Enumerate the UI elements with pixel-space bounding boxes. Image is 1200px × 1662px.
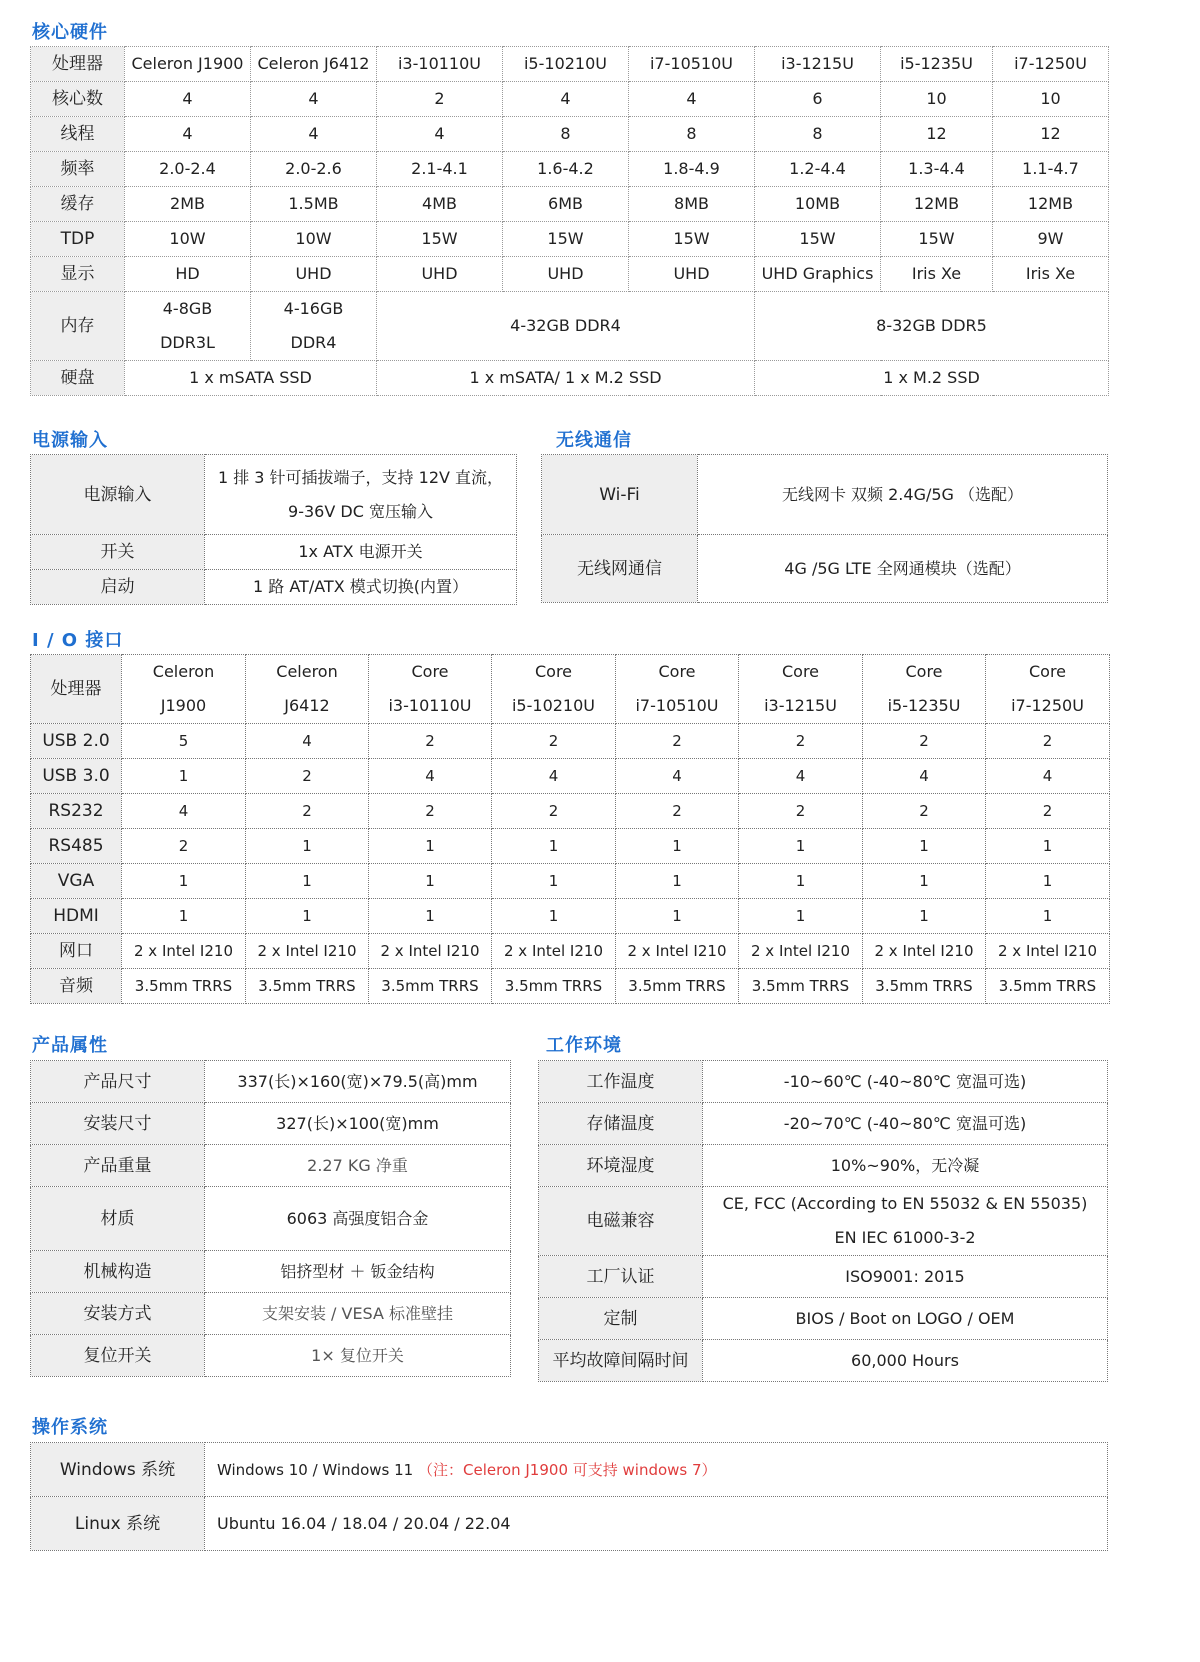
io-value-cell: 1 <box>863 829 986 864</box>
io-processor-family: Core <box>781 662 820 681</box>
product-label: 安装方式 <box>31 1293 205 1335</box>
io-value-cell: 2 x Intel I210 <box>863 934 986 969</box>
power-switch-label: 开关 <box>31 535 205 570</box>
io-processor-family: Celeron <box>152 662 215 681</box>
env-value: BIOS / Boot on LOGO / OEM <box>703 1298 1108 1340</box>
io-processor-cell <box>863 655 986 724</box>
environment-table <box>538 1060 1108 1382</box>
io-value-cell: 2 <box>739 724 863 759</box>
io-value-cell: 1 <box>246 864 369 899</box>
power-table <box>30 454 517 605</box>
io-processor-model: i7-1250U <box>1011 696 1084 715</box>
io-row-label: USB 2.0 <box>31 724 122 759</box>
core-value-cell: 4 <box>251 82 377 117</box>
core-value-cell: 9W <box>993 222 1109 257</box>
io-processor-family: Core <box>534 662 573 681</box>
env-value: ISO9001: 2015 <box>703 1256 1108 1298</box>
io-value-cell: 1 <box>492 829 616 864</box>
env-value: -10~60℃ (-40~80℃ 宽温可选) <box>703 1061 1108 1103</box>
core-value-cell: 4 <box>629 82 755 117</box>
core-value-cell: 10 <box>881 82 993 117</box>
io-value-cell: 2 <box>369 794 492 829</box>
core-processor-cell: i3-1215U <box>755 47 881 82</box>
product-label: 机械构造 <box>31 1251 205 1293</box>
core-processor-cell: Celeron J1900 <box>125 47 251 82</box>
io-processor-family: Celeron <box>276 662 338 681</box>
io-value-cell: 4 <box>122 794 246 829</box>
io-processor-model: J1900 <box>160 696 207 715</box>
io-processor-cell <box>369 655 492 724</box>
core-row-label: TDP <box>31 222 125 257</box>
core-value-cell: UHD <box>377 257 503 292</box>
io-row-label: VGA <box>31 864 122 899</box>
core-value-cell: UHD <box>503 257 629 292</box>
power-switch-value: 1x ATX 电源开关 <box>205 535 517 570</box>
env-value: -20~70℃ (-40~80℃ 宽温可选) <box>703 1103 1108 1145</box>
product-label: 安装尺寸 <box>31 1103 205 1145</box>
io-processor-family: Core <box>658 662 696 681</box>
io-value-cell: 1 <box>616 899 739 934</box>
product-value: 1× 复位开关 <box>205 1335 511 1377</box>
io-processor-model: i3-10110U <box>388 696 472 715</box>
core-processor-cell: Celeron J6412 <box>251 47 377 82</box>
product-label: 材质 <box>31 1187 205 1251</box>
io-value-cell: 2 x Intel I210 <box>616 934 739 969</box>
core-value-cell: 15W <box>755 222 881 257</box>
io-value-cell: 2 <box>739 794 863 829</box>
io-value-cell: 2 x Intel I210 <box>122 934 246 969</box>
wifi-label: Wi-Fi <box>542 455 698 535</box>
io-value-cell: 2 x Intel I210 <box>739 934 863 969</box>
os-windows-note: （注：Celeron J1900 可支持 windows 7） <box>418 1460 717 1479</box>
core-value-cell: UHD Graphics <box>755 257 881 292</box>
io-processor-cell <box>986 655 1110 724</box>
core-value-cell: 8 <box>629 117 755 152</box>
core-value-cell: 4 <box>503 82 629 117</box>
core-value-cell: 12 <box>881 117 993 152</box>
memory-j1900-size: 4-8GB <box>162 299 213 318</box>
os-windows-value <box>205 1443 1108 1497</box>
io-processor-family: Core <box>905 662 943 681</box>
io-value-cell: 1 <box>369 829 492 864</box>
io-value-cell: 1 <box>122 759 246 794</box>
core-processor-label: 处理器 <box>31 47 125 82</box>
io-value-cell: 2 <box>986 794 1110 829</box>
io-row-label: USB 3.0 <box>31 759 122 794</box>
core-value-cell: 4 <box>251 117 377 152</box>
cellular-label: 无线网通信 <box>542 535 698 603</box>
io-value-cell: 2 <box>863 794 986 829</box>
core-storage-label: 硬盘 <box>31 361 125 396</box>
io-processor-cell <box>492 655 616 724</box>
memory-gen10: 4-32GB DDR4 <box>377 292 755 361</box>
io-value-cell: 1 <box>246 829 369 864</box>
io-processor-model: i5-10210U <box>511 696 595 715</box>
power-input-line2: 9-36V DC 宽压输入 <box>288 501 433 521</box>
core-value-cell: 12MB <box>881 187 993 222</box>
core-value-cell: 2MB <box>125 187 251 222</box>
core-value-cell: 2 <box>377 82 503 117</box>
env-label: 环境湿度 <box>539 1145 703 1187</box>
io-value-cell: 2 <box>122 829 246 864</box>
core-value-cell: 1.2-4.4 <box>755 152 881 187</box>
env-value-line1: CE, FCC (According to EN 55032 & EN 55035) <box>722 1194 1088 1213</box>
core-value-cell: 12 <box>993 117 1109 152</box>
memory-j1900-type: DDR3L <box>160 333 215 352</box>
io-row-label: HDMI <box>31 899 122 934</box>
core-value-cell: UHD <box>629 257 755 292</box>
io-value-cell: 2 <box>986 724 1110 759</box>
io-value-cell: 4 <box>616 759 739 794</box>
core-value-cell: 2.0-2.4 <box>125 152 251 187</box>
io-value-cell: 4 <box>739 759 863 794</box>
io-value-cell: 1 <box>739 829 863 864</box>
env-label: 工厂认证 <box>539 1256 703 1298</box>
power-boot-label: 启动 <box>31 570 205 605</box>
io-processor-family: Core <box>411 662 449 681</box>
product-value: 6063 高强度铝合金 <box>205 1187 511 1251</box>
env-label: 存储温度 <box>539 1103 703 1145</box>
io-value-cell: 1 <box>863 864 986 899</box>
io-value-cell: 1 <box>122 899 246 934</box>
io-value-cell: 1 <box>492 899 616 934</box>
core-hardware-table <box>30 46 1109 396</box>
io-value-cell: 2 <box>492 724 616 759</box>
io-processor-cell <box>246 655 369 724</box>
io-value-cell: 1 <box>122 864 246 899</box>
io-value-cell: 3.5mm TRRS <box>986 969 1110 1004</box>
os-table <box>30 1442 1108 1551</box>
env-value: 10%~90%，无冷凝 <box>703 1145 1108 1187</box>
io-processor-model: i3-1215U <box>764 696 837 715</box>
io-value-cell: 4 <box>492 759 616 794</box>
section-title-power: 电源输入 <box>32 430 108 451</box>
core-value-cell: 1.6-4.2 <box>503 152 629 187</box>
io-processor-cell <box>739 655 863 724</box>
env-value: 60,000 Hours <box>703 1340 1108 1382</box>
io-row-label: 音频 <box>31 969 122 1004</box>
section-title-io: I / O 接口 <box>32 630 124 651</box>
core-row-label: 频率 <box>31 152 125 187</box>
io-value-cell: 3.5mm TRRS <box>369 969 492 1004</box>
core-value-cell: 1.1-4.7 <box>993 152 1109 187</box>
core-value-cell: 10W <box>251 222 377 257</box>
product-value: 337(长)×160(宽)×79.5(高)mm <box>205 1061 511 1103</box>
io-processor-model: i7-10510U <box>635 696 719 715</box>
power-input-line1: 1 排 3 针可插拔端子，支持 12V 直流， <box>217 467 504 487</box>
core-row-label: 显示 <box>31 257 125 292</box>
io-value-cell: 4 <box>246 724 369 759</box>
io-value-cell: 2 <box>492 794 616 829</box>
io-value-cell: 5 <box>122 724 246 759</box>
io-value-cell: 2 <box>616 724 739 759</box>
io-value-cell: 4 <box>986 759 1110 794</box>
core-processor-cell: i5-10210U <box>503 47 629 82</box>
core-value-cell: 6MB <box>503 187 629 222</box>
io-value-cell: 3.5mm TRRS <box>122 969 246 1004</box>
env-label: 平均故障间隔时间 <box>539 1340 703 1382</box>
product-value: 2.27 KG 净重 <box>205 1145 511 1187</box>
core-value-cell: 8 <box>755 117 881 152</box>
core-processor-cell: i7-1250U <box>993 47 1109 82</box>
core-value-cell: 2.1-4.1 <box>377 152 503 187</box>
power-boot-value: 1 路 AT/ATX 模式切换(内置） <box>205 570 517 605</box>
section-title-core: 核心硬件 <box>32 22 108 43</box>
io-value-cell: 4 <box>369 759 492 794</box>
core-value-cell: 1.8-4.9 <box>629 152 755 187</box>
storage-gen10: 1 x mSATA/ 1 x M.2 SSD <box>377 361 755 396</box>
core-row-label: 缓存 <box>31 187 125 222</box>
wireless-table <box>541 454 1108 603</box>
env-value <box>703 1187 1108 1256</box>
os-windows-label: Windows 系统 <box>31 1443 205 1497</box>
io-value-cell: 4 <box>863 759 986 794</box>
core-value-cell: Iris Xe <box>993 257 1109 292</box>
product-label: 复位开关 <box>31 1335 205 1377</box>
wifi-value: 无线网卡 双频 2.4G/5G （选配） <box>698 455 1108 535</box>
io-value-cell: 2 <box>863 724 986 759</box>
env-label: 定制 <box>539 1298 703 1340</box>
io-value-cell: 3.5mm TRRS <box>863 969 986 1004</box>
product-value: 327(长)×100(宽)mm <box>205 1103 511 1145</box>
core-value-cell: 15W <box>377 222 503 257</box>
core-value-cell: 10 <box>993 82 1109 117</box>
io-value-cell: 2 x Intel I210 <box>246 934 369 969</box>
product-label: 产品尺寸 <box>31 1061 205 1103</box>
io-value-cell: 2 x Intel I210 <box>369 934 492 969</box>
storage-gen12: 1 x M.2 SSD <box>755 361 1109 396</box>
core-row-label: 核心数 <box>31 82 125 117</box>
core-value-cell: 6 <box>755 82 881 117</box>
core-processor-cell: i7-10510U <box>629 47 755 82</box>
io-processor-family: Core <box>1028 662 1067 681</box>
io-processor-cell <box>122 655 246 724</box>
core-processor-cell: i3-10110U <box>377 47 503 82</box>
memory-j6412-type: DDR4 <box>290 333 337 352</box>
core-value-cell: 15W <box>503 222 629 257</box>
os-linux-value: Ubuntu 16.04 / 18.04 / 20.04 / 22.04 <box>205 1497 1108 1551</box>
product-value: 支架安装 / VESA 标准壁挂 <box>205 1293 511 1335</box>
core-value-cell: 4 <box>125 82 251 117</box>
io-processor-cell <box>616 655 739 724</box>
core-value-cell: UHD <box>251 257 377 292</box>
core-value-cell: 4 <box>377 117 503 152</box>
core-value-cell: 1.3-4.4 <box>881 152 993 187</box>
core-processor-cell: i5-1235U <box>881 47 993 82</box>
io-value-cell: 1 <box>492 864 616 899</box>
io-value-cell: 1 <box>986 864 1110 899</box>
io-value-cell: 1 <box>863 899 986 934</box>
io-value-cell: 2 x Intel I210 <box>986 934 1110 969</box>
io-value-cell: 1 <box>986 829 1110 864</box>
io-row-label: RS232 <box>31 794 122 829</box>
env-label: 工作温度 <box>539 1061 703 1103</box>
section-title-os: 操作系统 <box>32 1417 108 1438</box>
io-value-cell: 1 <box>739 899 863 934</box>
env-label: 电磁兼容 <box>539 1187 703 1256</box>
io-processor-model: J6412 <box>284 696 330 715</box>
io-value-cell: 2 <box>246 759 369 794</box>
io-value-cell: 2 <box>369 724 492 759</box>
core-value-cell: 15W <box>881 222 993 257</box>
section-title-wireless: 无线通信 <box>556 430 632 451</box>
section-title-product: 产品属性 <box>32 1035 108 1056</box>
core-value-cell: HD <box>125 257 251 292</box>
core-value-cell: 15W <box>629 222 755 257</box>
io-value-cell: 3.5mm TRRS <box>246 969 369 1004</box>
memory-j6412-size: 4-16GB <box>283 299 344 318</box>
power-input-label: 电源输入 <box>31 455 205 535</box>
memory-j1900 <box>125 292 251 361</box>
io-row-label: RS485 <box>31 829 122 864</box>
io-value-cell: 2 <box>246 794 369 829</box>
cellular-value: 4G /5G LTE 全网通模块（选配） <box>698 535 1108 603</box>
os-linux-label: Linux 系统 <box>31 1497 205 1551</box>
io-value-cell: 3.5mm TRRS <box>616 969 739 1004</box>
io-table <box>30 654 1110 1004</box>
io-value-cell: 1 <box>739 864 863 899</box>
core-value-cell: 1.5MB <box>251 187 377 222</box>
power-input-value <box>205 455 517 535</box>
env-value-line2: EN IEC 61000-3-2 <box>834 1228 976 1247</box>
product-table <box>30 1060 511 1377</box>
core-row-label: 线程 <box>31 117 125 152</box>
io-value-cell: 1 <box>246 899 369 934</box>
io-value-cell: 1 <box>616 829 739 864</box>
product-label: 产品重量 <box>31 1145 205 1187</box>
core-value-cell: Iris Xe <box>881 257 993 292</box>
io-value-cell: 3.5mm TRRS <box>492 969 616 1004</box>
io-value-cell: 1 <box>616 864 739 899</box>
io-value-cell: 1 <box>369 899 492 934</box>
core-value-cell: 8MB <box>629 187 755 222</box>
io-value-cell: 3.5mm TRRS <box>739 969 863 1004</box>
core-value-cell: 10MB <box>755 187 881 222</box>
io-processor-model: i5-1235U <box>887 696 961 715</box>
io-value-cell: 2 x Intel I210 <box>492 934 616 969</box>
core-memory-label: 内存 <box>31 292 125 361</box>
io-value-cell: 1 <box>369 864 492 899</box>
io-value-cell: 2 <box>616 794 739 829</box>
core-value-cell: 12MB <box>993 187 1109 222</box>
storage-celeron: 1 x mSATA SSD <box>125 361 377 396</box>
memory-gen12: 8-32GB DDR5 <box>755 292 1109 361</box>
product-value: 铝挤型材 ＋ 钣金结构 <box>205 1251 511 1293</box>
core-value-cell: 2.0-2.6 <box>251 152 377 187</box>
io-value-cell: 1 <box>986 899 1110 934</box>
core-value-cell: 4MB <box>377 187 503 222</box>
core-value-cell: 8 <box>503 117 629 152</box>
core-value-cell: 10W <box>125 222 251 257</box>
core-value-cell: 4 <box>125 117 251 152</box>
io-row-label: 网口 <box>31 934 122 969</box>
io-processor-label: 处理器 <box>31 655 122 724</box>
os-windows-versions: Windows 10 / Windows 11 <box>217 1460 414 1479</box>
section-title-env: 工作环境 <box>546 1035 622 1056</box>
memory-j6412 <box>251 292 377 361</box>
